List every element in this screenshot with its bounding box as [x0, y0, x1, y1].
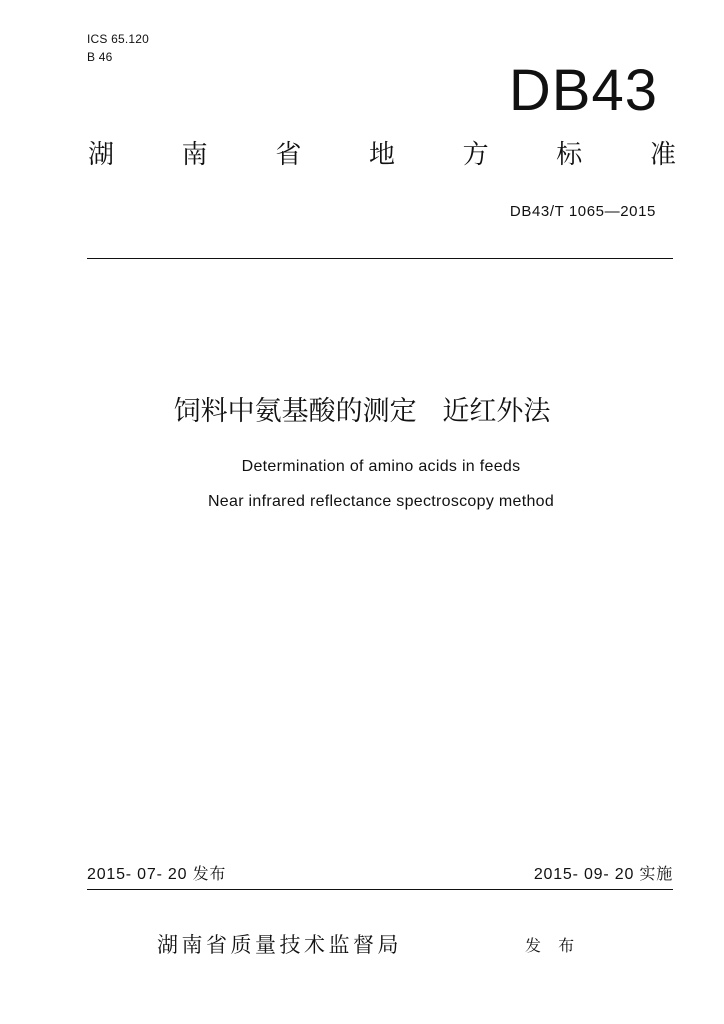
category-code: B 46: [87, 50, 113, 64]
issue-date: 2015- 07- 20 发布: [87, 866, 227, 883]
chinese-title: 饲料中氨基酸的测定 近红外法: [173, 396, 551, 427]
standard-type-char: 湖: [88, 140, 115, 170]
db-code: DB43: [508, 58, 658, 123]
standard-type-title: [88, 138, 676, 172]
bottom-divider: [87, 889, 673, 890]
implementation-date: 2015- 09- 20 实施: [533, 866, 673, 883]
classification-codes: [87, 31, 149, 67]
publish-label: 发 布: [525, 936, 581, 955]
publisher-name: 湖南省质量技术监督局: [157, 933, 402, 957]
standard-type-char: 地: [368, 140, 395, 170]
ics-code: ICS 65.120: [87, 32, 150, 46]
english-title-line2: Near infrared reflectance spectroscopy method: [207, 493, 555, 510]
standard-type-char: 南: [181, 140, 208, 170]
standard-type-char: 省: [275, 140, 302, 170]
standard-type-char: 标: [556, 140, 583, 170]
standard-number: DB43/T 1065—2015: [509, 203, 656, 220]
english-title-line1: Determination of amino acids in feeds: [241, 458, 521, 475]
standard-type-char: 准: [649, 140, 676, 170]
top-divider: [87, 258, 673, 259]
standard-type-char: 方: [462, 140, 489, 170]
